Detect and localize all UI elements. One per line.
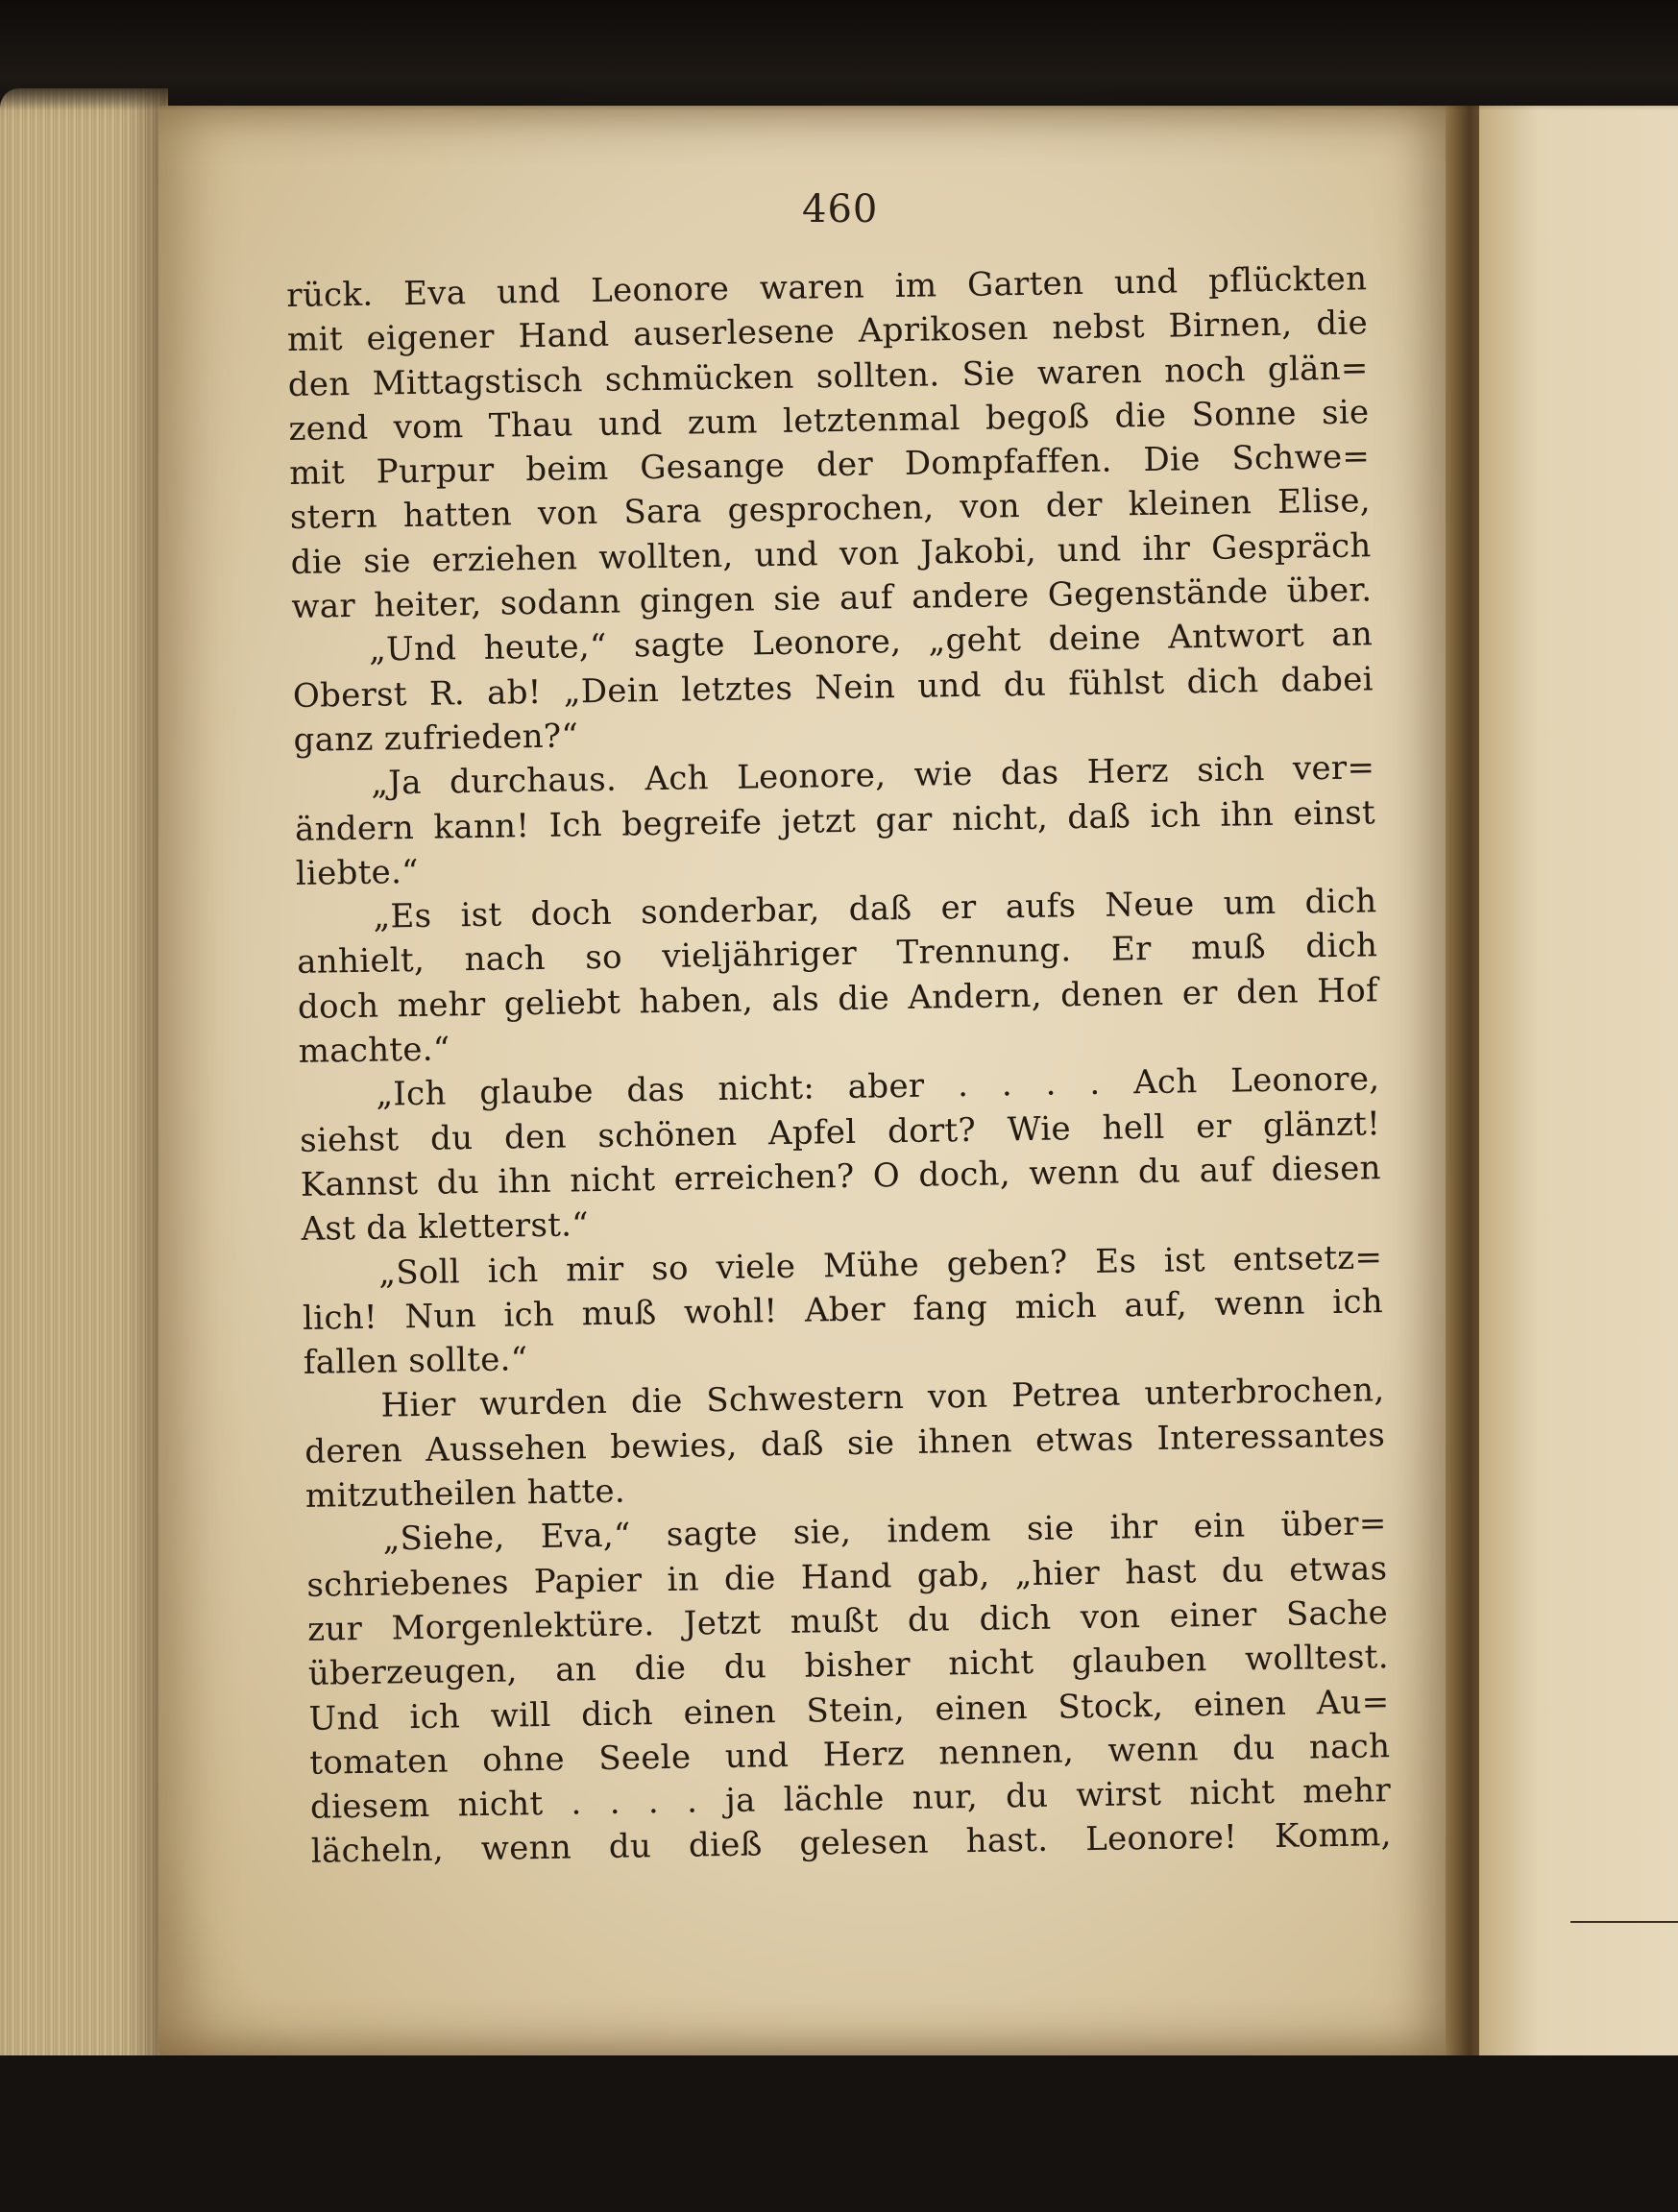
book-page-edges bbox=[0, 88, 168, 2086]
left-page-text bbox=[286, 256, 1392, 1874]
top-shadow bbox=[0, 0, 1678, 110]
text-line: „Ja durchaus. Ach Leonore, wie das Herz sich ver= bbox=[371, 748, 1375, 803]
text-line: deren Aussehen bewies, daß sie ihnen etwas Interessantes bbox=[304, 1415, 1386, 1471]
text-line: „Und heute,“ sagte Leonore, „geht deine Antwort an bbox=[368, 615, 1374, 670]
text-line: zend vom Thau und zum letztenmal begoß die Sonne sie bbox=[288, 393, 1370, 449]
right-page bbox=[1479, 106, 1678, 2075]
text-line: rück. Eva und Leonore waren im Garten und pflückten bbox=[286, 259, 1368, 315]
text-line: Und ich will dich einen Stein, einen Stock, einen Au= bbox=[308, 1682, 1390, 1738]
text-line: diesem nicht . . . . ja lächle nur, du wirst nicht mehr bbox=[309, 1771, 1392, 1827]
text-line: war heiter, sodann gingen sie auf andere Gegenstände über. bbox=[291, 571, 1373, 627]
text-line: Ast da kletterst.“ bbox=[301, 1205, 590, 1250]
bottom-shadow bbox=[0, 2055, 1678, 2212]
text-line: tomaten ohne Seele und Herz nennen, wenn du nach bbox=[309, 1726, 1391, 1783]
text-line: liebte.“ bbox=[295, 852, 420, 893]
text-line: Oberst R. ab! „Dein letztes Nein und du fühlst dich dabei bbox=[292, 659, 1374, 716]
text-line: ändern kann! Ich begreife jetzt gar nicht, daß ich ihn einst bbox=[294, 792, 1376, 849]
text-line: machte.“ bbox=[298, 1030, 450, 1071]
text-line: ganz zufrieden?“ bbox=[293, 717, 579, 760]
text-line: doch mehr geliebt haben, als die Andern, denen er den Hof bbox=[297, 970, 1379, 1027]
text-line: mit Purpur beim Gesange der Dompfaffen. Die Schwe= bbox=[288, 437, 1371, 494]
text-line: die sie erziehen wollten, und von Jakobi, und ihr Gespräch bbox=[290, 526, 1372, 582]
text-line: „Soll ich mir so viele Mühe geben? Es ist entsetz= bbox=[378, 1237, 1383, 1293]
text-line: siehst du den schönen Apfel dort? Wie hell er glänzt! bbox=[299, 1104, 1381, 1160]
text-line: „Siehe, Eva,“ sagte sie, indem sie ihr ein über= bbox=[382, 1504, 1387, 1559]
page-number: 460 bbox=[802, 187, 879, 231]
text-line: mitzutheilen hatte. bbox=[304, 1471, 626, 1516]
text-line: Kannst du ihn nicht erreichen? O doch, wenn du auf diesen bbox=[300, 1149, 1382, 1204]
text-line: anhielt, nach so vieljähriger Trennung. Er muß dich bbox=[296, 926, 1378, 983]
footnote-rule bbox=[1570, 1921, 1678, 1923]
text-line: fallen sollte.“ bbox=[303, 1340, 528, 1382]
text-line: den Mittagstisch schmücken sollten. Sie waren noch glän= bbox=[287, 348, 1369, 404]
text-line: stern hatten von Sara gesprochen, von der kleinen Elise, bbox=[289, 481, 1372, 538]
text-line: schriebenes Papier in die Hand gab, „hier hast du etwas bbox=[306, 1548, 1388, 1605]
text-line: lich! Nun ich muß wohl! Aber fang mich auf, wenn ich bbox=[302, 1282, 1384, 1338]
text-line: „Ich glaube das nicht: aber . . . . Ach Leonore, bbox=[376, 1059, 1380, 1114]
text-line: „Es ist doch sonderbar, daß er aufs Neue um dich bbox=[373, 882, 1377, 936]
text-line: überzeugen, an die du bisher nicht glauben wolltest. bbox=[307, 1638, 1390, 1694]
text-line: Hier wurden die Schwestern von Petrea unterbrochen, bbox=[380, 1371, 1385, 1426]
text-line: zur Morgenlektüre. Jetzt mußt du dich von einer Sache bbox=[306, 1593, 1389, 1649]
text-line: mit eigener Hand auserlesene Aprikosen nebst Birnen, die bbox=[286, 304, 1369, 360]
text-line: lächeln, wenn du dieß gelesen hast. Leonore! Komm, bbox=[310, 1815, 1392, 1872]
